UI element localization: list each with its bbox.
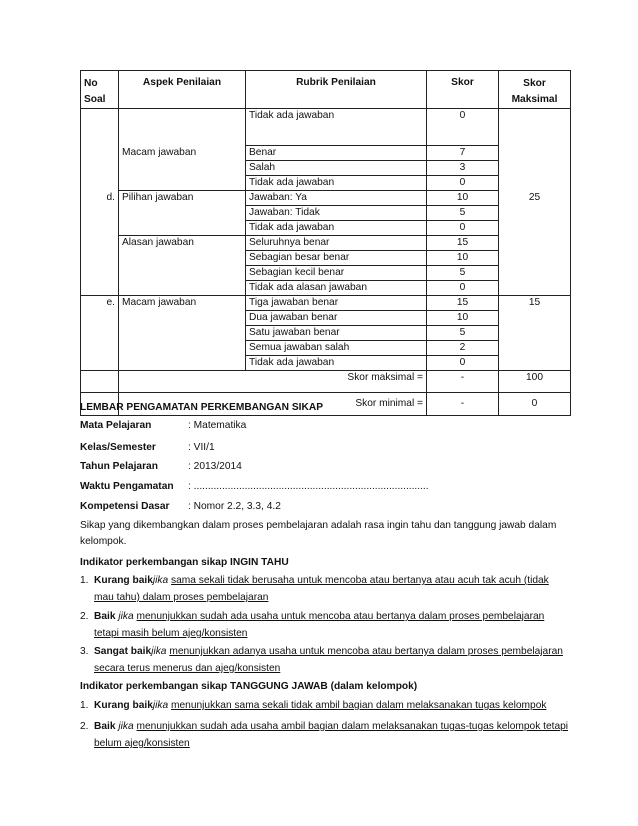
field-label: Waktu Pengamatan <box>80 481 174 492</box>
cell-skor: 0 <box>427 281 499 296</box>
item-lead: Sangat baik <box>94 646 152 657</box>
cell-no <box>81 109 119 191</box>
cell-no: e. <box>81 296 119 371</box>
item-number: 3. <box>80 646 89 657</box>
cell-skor: 5 <box>427 266 499 281</box>
header-no-soal: No Soal <box>81 71 119 109</box>
list-item <box>80 643 570 677</box>
cell-skor: 0 <box>427 356 499 371</box>
summary-skor-min: - <box>427 393 499 416</box>
header-skor-maksimal: Skor Maksimal <box>499 71 571 109</box>
field-waktu-pengamatan <box>80 479 570 495</box>
field-value: : ................................................................................... <box>188 481 429 492</box>
table-summary-row <box>81 371 571 393</box>
item-text: sama sekali tidak berusaha untuk mencoba atau bertanya atau acuh tak acuh (tidak mau tahu) dalam proses pembelajaran <box>94 575 549 603</box>
item-number: 1. <box>80 700 89 711</box>
cell-aspek <box>119 161 246 176</box>
cell-no <box>81 371 119 393</box>
cell-no: d. <box>81 191 119 296</box>
cell-rubrik: Tidak ada alasan jawaban <box>246 281 427 296</box>
summary-maks-max: 100 <box>499 371 571 393</box>
cell-rubrik: Sebagian besar benar <box>246 251 427 266</box>
cell-maks: 25 <box>499 191 571 296</box>
field-mata-pelajaran <box>80 418 570 434</box>
ingin-tahu-title: Indikator perkembangan sikap INGIN TAHU <box>80 557 289 568</box>
item-lead: Kurang baik <box>94 700 153 711</box>
cell-skor: 5 <box>427 326 499 341</box>
cell-skor: 0 <box>427 221 499 236</box>
field-value: : VII/1 <box>188 442 215 453</box>
field-value: : Nomor 2.2, 3.3, 4.2 <box>188 501 281 512</box>
cell-rubrik: Jawaban: Ya <box>246 191 427 206</box>
header-skor: Skor <box>427 71 499 109</box>
table-row <box>81 176 571 191</box>
cell-skor: 15 <box>427 296 499 311</box>
list-item <box>80 572 570 606</box>
field-kelas-semester <box>80 440 570 456</box>
cell-rubrik: Dua jawaban benar <box>246 311 427 326</box>
cell-maks <box>499 109 571 191</box>
summary-label-max: Skor maksimal = <box>119 371 427 393</box>
cell-skor: 3 <box>427 161 499 176</box>
field-value: : Matematika <box>188 420 247 431</box>
field-value: : 2013/2014 <box>188 461 242 472</box>
list-item <box>80 608 570 642</box>
item-lead: Kurang baik <box>94 575 153 586</box>
header-rubrik: Rubrik Penilaian <box>246 71 427 109</box>
cell-rubrik: Tiga jawaban benar <box>246 296 427 311</box>
table-row <box>81 146 571 161</box>
item-jika: jika <box>151 646 167 657</box>
cell-aspek: Alasan jawaban <box>119 236 246 296</box>
field-kompetensi-dasar <box>80 499 570 515</box>
cell-rubrik: Tidak ada jawaban <box>246 176 427 191</box>
cell-aspek: Macam jawaban <box>119 296 246 371</box>
header-aspek: Aspek Penilaian <box>119 71 246 109</box>
table-row <box>81 296 571 311</box>
cell-rubrik: Tidak ada jawaban <box>246 356 427 371</box>
cell-rubrik: Tidak ada jawaban <box>246 221 427 236</box>
table-row <box>81 161 571 176</box>
cell-skor: 15 <box>427 236 499 251</box>
summary-maks-min: 0 <box>499 393 571 416</box>
table-row <box>81 191 571 206</box>
cell-rubrik: Salah <box>246 161 427 176</box>
item-text: menunjukkan sudah ada usaha untuk mencoba atau bertanya dalam proses pembelajaran tetapi masih belum ajeg/konsisten <box>94 611 545 639</box>
item-text: menunjukkan sama sekali tidak ambil bagian dalam melaksanakan tugas kelompok <box>171 700 547 711</box>
cell-maks: 15 <box>499 296 571 371</box>
cell-skor: 0 <box>427 109 499 146</box>
summary-label-min: Skor minimal = <box>119 393 427 416</box>
field-tahun-pelajaran <box>80 459 570 475</box>
table-row <box>81 236 571 251</box>
list-item <box>80 718 570 752</box>
item-number: 2. <box>80 721 89 732</box>
intro-paragraph: Sikap yang dikembangkan dalam proses pembelajaran adalah rasa ingin tahu dan tanggung jawab dalam kelompok. <box>80 520 557 547</box>
field-label: Kelas/Semester <box>80 442 156 453</box>
cell-skor: 7 <box>427 146 499 161</box>
cell-aspek <box>119 109 246 146</box>
cell-rubrik: Tidak ada jawaban <box>246 109 427 146</box>
list-item <box>80 697 570 714</box>
cell-skor: 10 <box>427 311 499 326</box>
item-jika: jika <box>152 575 169 586</box>
cell-aspek <box>119 176 246 191</box>
table-row <box>81 109 571 146</box>
item-number: 2. <box>80 611 89 622</box>
scoring-rubric-table <box>80 70 571 416</box>
cell-aspek: Pilihan jawaban <box>119 191 246 236</box>
item-text: menunjukkan sudah ada usaha ambil bagian dalam melaksanakan tugas-tugas kelompok tetapi belum ajeg/konsisten <box>94 721 569 749</box>
field-label: Mata Pelajaran <box>80 420 152 431</box>
tanggung-jawab-title: Indikator perkembangan sikap TANGGUNG JAWAB (dalam kelompok) <box>80 681 418 692</box>
field-label: Kompetensi Dasar <box>80 501 170 512</box>
cell-skor: 10 <box>427 251 499 266</box>
cell-rubrik: Benar <box>246 146 427 161</box>
item-number: 1. <box>80 575 89 586</box>
cell-rubrik: Seluruhnya benar <box>246 236 427 251</box>
field-label: Tahun Pelajaran <box>80 461 158 472</box>
cell-skor: 10 <box>427 191 499 206</box>
cell-rubrik: Semua jawaban salah <box>246 341 427 356</box>
cell-rubrik: Jawaban: Tidak <box>246 206 427 221</box>
item-text: menunjukkan adanya usaha untuk mencoba atau bertanya dalam proses pembelajaran secara terus menerus dan ajeg/konsisten <box>94 646 563 674</box>
cell-aspek: Macam jawaban <box>119 146 246 161</box>
cell-skor: 2 <box>427 341 499 356</box>
item-jika: jika <box>118 611 134 622</box>
table-header-row <box>81 71 571 109</box>
cell-skor: 5 <box>427 206 499 221</box>
summary-skor-max: - <box>427 371 499 393</box>
item-lead: Baik <box>94 721 116 732</box>
cell-rubrik: Sebagian kecil benar <box>246 266 427 281</box>
item-jika: jika <box>152 700 169 711</box>
item-lead: Baik <box>94 611 116 622</box>
item-jika: jika <box>118 721 134 732</box>
cell-skor: 0 <box>427 176 499 191</box>
cell-rubrik: Satu jawaban benar <box>246 326 427 341</box>
sheet-title: LEMBAR PENGAMATAN PERKEMBANGAN SIKAP <box>80 402 323 413</box>
